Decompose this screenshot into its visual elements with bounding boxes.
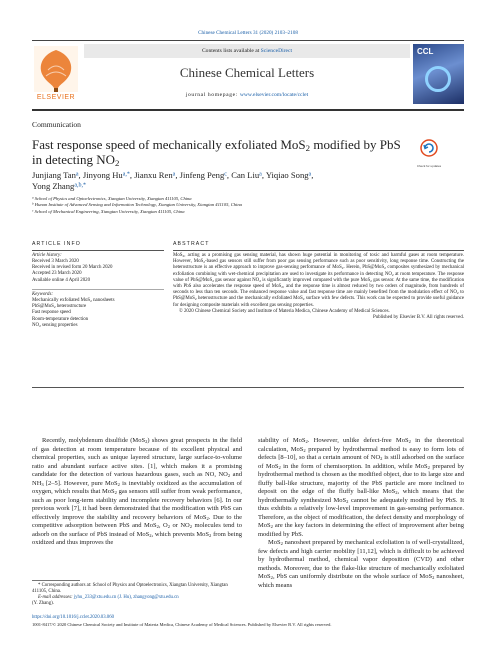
update-icon	[416, 139, 442, 159]
affiliation-item	[32, 209, 462, 215]
keyword-item: $NO_2$ sensing properties	[32, 322, 78, 328]
email-label: E-mail addresses:	[38, 595, 74, 600]
article-history	[32, 259, 164, 284]
affiliation-mark: b	[32, 201, 34, 206]
author-name[interactable]: Junjiang Tan	[32, 170, 76, 180]
contents-prefix: Contents lists available at	[201, 48, 261, 54]
author-affiliation-mark[interactable]: a	[75, 171, 79, 178]
sciencedirect-link[interactable]: ScienceDirect	[260, 48, 293, 54]
author-affiliation-mark[interactable]: a,b,*	[74, 182, 87, 189]
affiliation-text: Hunan Institute of Advanced Sensing and Information Technology, Xiangtan University, Xiangtan 411105, China	[33, 202, 242, 208]
author-name[interactable]: Jinyong Hu	[82, 170, 123, 180]
affiliation-text: School of Mechanical Engineering, Xiangtan University, Xiangtan 411105, China	[33, 208, 185, 214]
title-sub2: 2	[115, 158, 120, 169]
abstract-rule	[173, 250, 464, 251]
abstract-copyright-2: Published by Elsevier B.V. All rights reserved.	[372, 315, 464, 321]
history-rule	[32, 289, 164, 290]
footnotes	[32, 583, 244, 607]
check-for-updates-badge[interactable]	[416, 139, 442, 168]
contents-banner	[84, 44, 410, 58]
article-info-heading: ARTICLE INFO	[32, 241, 81, 247]
homepage-link[interactable]: www.elsevier.com/locate/cclet	[239, 92, 309, 98]
body-paragraph-left: Recently, molybdenum disulfide (MoS$_2$) shows great prospects in the field of gas detection at room temperature because of its excellent physical and chemical properties, such as unique layered structure, large surface-to-volume ratio and abundant surface active sites. [1], which makes it a promising candidate for the detection of various hazardous gases, such as NO, $NO_2$ and $NH_3$ [2–5]. However, pure MoS$_2$ is inevitably oxidized as the accumulation of oxygen, which results that MoS$_2$ gas sensors still suffer from weak performance, such as poor long-term stability and incomplete recovery behaviors [6]. In our previous work [7], it had been demonstrated that the modification with PbS can effectively improve the stability and recovery behaviors of MoS$_2$. Due to the competitive adsorption between PbS and MoS$_2$, $O_2$ or $NO_2$ molecules tend to adsorb on the surface of PbS instead of MoS$_2$, which prevents MoS$_2$ from being oxidized and thus improves the	[32, 437, 243, 546]
history-item: Accepted 23 March 2020	[32, 271, 82, 277]
update-label: Check for updates	[416, 164, 442, 168]
author-affiliation-mark[interactable]: a	[172, 171, 176, 178]
keyword-list	[32, 298, 164, 329]
homepage-prefix: journal homepage:	[185, 92, 240, 98]
body-paragraph-right-1: stability of MoS$_2$. However, unlike defect-free MoS$_2$ in the theoretical calculation, MoS$_2$ prepared by hydrothermal method is easy to form lots of defects [8–10], so that a certain amount of $NO_2$ is still adsorbed on the surface of MoS$_2$ in the form of chemisorption. In addition, while MoS$_2$ prepared by hydrothermal method is chosen as the modified object, due to its large size and fluffy ball-like structure, majority of the PbS particle are more inclined to deposit on the edge of the fluffy ball-like MoS$_2$, which means that the hydrothermally synthesized MoS$_2$ cannot be adequately modified by PbS. It thus exhibits a relatively low-level improvement in gas-sensing performance. Therefore, as the object of modification, the defect density and morphology of MoS$_2$ are the key factors in determining the effect of improvement after being modified by PbS.	[258, 437, 465, 538]
author-name[interactable]: Yong Zhang	[32, 181, 75, 191]
author-name[interactable]: Jinfeng Peng	[179, 170, 225, 180]
keyword-item: Fast response speed	[32, 310, 71, 316]
journal-cover	[413, 44, 464, 104]
authors-line-2	[32, 181, 462, 192]
keyword-item: Room-temperature detection	[32, 316, 89, 322]
doi-link[interactable]: https://doi.org/10.1016/j.cclet.2020.03.060	[32, 615, 114, 620]
affiliations	[32, 196, 462, 215]
author-name[interactable]: Can Liu	[231, 170, 260, 180]
title-part1: Fast response speed of mechanically exfoliated MoS	[32, 137, 306, 152]
author-name[interactable]: Jianxu Ren	[134, 170, 173, 180]
abstract-copyright-1: © 2020 Chinese Chemical Society and Institute of Materia Medica, Chinese Academy of Medical Sciences.	[179, 308, 390, 314]
history-label: Article history:	[32, 253, 62, 258]
cover-graphic	[425, 66, 451, 92]
author-affiliation-mark[interactable]: a	[308, 171, 312, 178]
body-right-column	[258, 437, 464, 590]
email-links[interactable]: jyhu_233@xtu.edu.cn (J. Hu), zhangyong@xtu.edu.cn	[73, 595, 179, 600]
body-paragraph-right-2: MoS$_2$ nanosheet prepared by mechanical exfoliation is of well-crystallized, few defects and high carrier mobility [11,12], which is difficult to be achieved by hydrothermal method, chemical vapor deposition (CVD) and other methods. Moreover, due to the flake-like structure of mechanically exfoliated MoS$_2$, PbS can uniformly distribute on the whole surface of MoS$_2$ nanosheet, which means	[258, 539, 464, 589]
issn-line: 1001-8417/© 2020 Chinese Chemical Society and Institute of Materia Medica, Chinese Academy of Medical Sciences. Published by Elsevier B.V. All rights reserved.	[32, 622, 332, 627]
cover-label: CCL	[417, 47, 434, 56]
elsevier-logo	[32, 44, 80, 104]
history-item: Received 3 March 2020	[32, 259, 79, 264]
affiliation-text: School of Physics and Optoelectronics, Xiangtan University, Xiangtan 411105, China	[33, 196, 192, 201]
footnote-rule	[32, 580, 80, 581]
corresponding-note: * Corresponding authors at: School of Physics and Optoelectronics, Xiangtan University, Xiangtan 411105, China.	[32, 583, 228, 594]
author-list	[32, 170, 462, 192]
history-item: Available online 4 April 2020	[32, 277, 91, 283]
affiliation-mark: c	[32, 208, 34, 213]
elsevier-wordmark: ELSEVIER	[36, 94, 76, 101]
title-part2: modified by PbS in detecting NO	[32, 137, 401, 167]
journal-name: Chinese Chemical Letters	[179, 65, 315, 80]
keyword-item: Mechanically exfoliated MoS$_2$ nanosheets	[32, 298, 115, 303]
article-info-rule	[32, 250, 164, 251]
abstract-text	[173, 253, 464, 321]
article-type: Communication	[32, 120, 81, 129]
keyword-item: PbS@MoS$_2$ heterostructure	[32, 304, 87, 310]
article-title	[32, 137, 402, 167]
title-sub1: 2	[305, 143, 311, 154]
email-tail: (Y. Zhang).	[32, 601, 54, 606]
journal-homepage	[84, 92, 410, 98]
abstract-heading: ABSTRACT	[173, 241, 210, 247]
author-affiliation-mark[interactable]: a,*	[122, 171, 130, 178]
history-item: Received in revised form 20 March 2020	[32, 265, 113, 271]
author-name[interactable]: Yiqiao Song	[265, 170, 309, 180]
abstract-bottom-rule	[32, 387, 464, 388]
authors-line-1: Junjiang Tan$^a$, Jinyong $Hu^{a,*}$, Jianxu Ren$^a$, Jinfeng Peng$^c$, Can Liu$^a$, Yiqiao Song$^a$,	[32, 170, 314, 180]
abstract-body: MoS$_2$, acting as a promising gas sensing material, has shown huge potential in monitoring of toxic and harmful gases at room temperature. However, MoS$_2$-based gas sensors still suffer from poor gas sensing performance such as poor sensitivity, long response time. Constructing the heterostructure is an effective approach to improve gas-sensing performance of MoS$_2$. Herein, PbS@MoS$_2$ composites synthesized by mechanical exfoliation combining with wet-chemical precipitation are used to investigate its performance in detecting $NO_2$ at room temperature. The response value of PbS@MoS$_2$ gas sensor against $NO_2$ is significantly improved compared with the pure MoS$_2$ gas sensor. At the same time, the modification with PbS also accelerates the response speed of MoS$_2$, and the response time is almost reduced by two orders of magnitude, from hundreds of seconds to less than ten seconds. The enhanced response value and fast response time are mainly benefited from the modulation effect of $NO_2$ to PbS@MoS$_2$ heterostructure and the mechanically exfoliated MoS$_2$ surface with few defects. This work can be expected to provide useful guidance for designing composite materials with excellent gas sensing properties.	[173, 253, 465, 308]
journal-citation[interactable]: Chinese Chemical Letters 31 (2020) 2103–2108	[198, 30, 298, 36]
author-affiliation-mark[interactable]: a	[259, 171, 262, 178]
keywords-label: Keywords:	[32, 292, 54, 297]
author-affiliation-mark[interactable]: c	[224, 171, 227, 178]
affiliation-mark: a	[32, 195, 34, 200]
